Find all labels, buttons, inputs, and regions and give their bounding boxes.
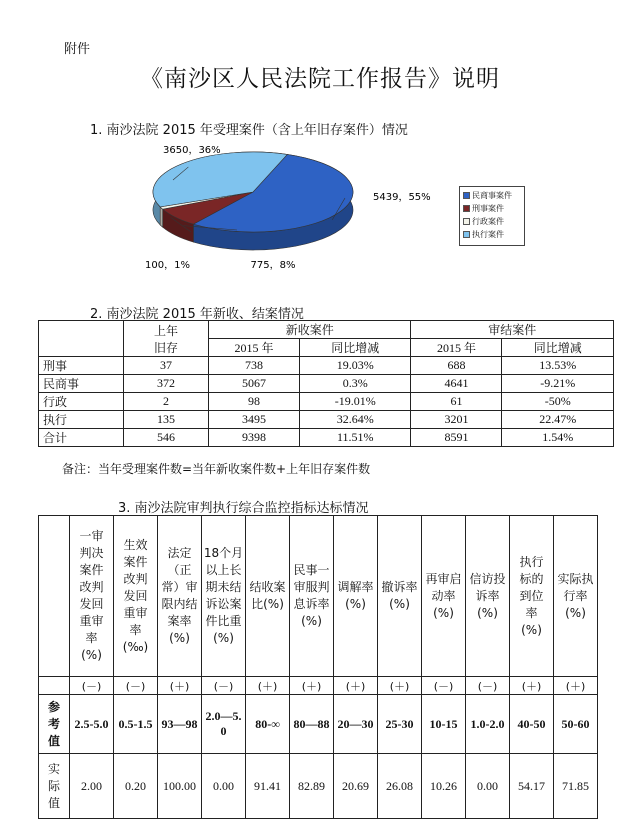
reference-value-cell: 1.0-2.0: [466, 695, 510, 754]
table-row: [39, 357, 614, 375]
reference-value-cell: 2.0—5.0: [202, 695, 246, 754]
legend-item: [463, 215, 521, 228]
column-header: 调解率(%): [334, 516, 378, 677]
reference-value-cell: 93—98: [158, 695, 202, 754]
actual-value-cell: 20.69: [334, 754, 378, 819]
legend-swatch: [463, 192, 470, 199]
direction-cell: (＋): [246, 677, 290, 695]
legend-swatch: [463, 205, 470, 212]
pie-chart: [145, 140, 455, 270]
cell-name: 合计: [39, 429, 124, 447]
actual-value-cell: 54.17: [510, 754, 554, 819]
column-header: 实际执行率(%): [554, 516, 598, 677]
cell-closed_change: -9.21%: [502, 375, 614, 393]
pie-data-label: 3650，36%: [163, 145, 221, 156]
cell-closed2015: 61: [411, 393, 502, 411]
column-header: 结收案比(%): [246, 516, 290, 677]
legend-label: 行政案件: [472, 217, 504, 226]
legend-label: 刑事案件: [472, 204, 504, 213]
section1-heading: 1. 南沙法院 2015 年受理案件（含上年旧存案件）情况: [90, 123, 408, 138]
cell-closed_change: -50%: [502, 393, 614, 411]
direction-cell: (－): [70, 677, 114, 695]
attachment-label: 附件: [64, 42, 91, 57]
actual-value-cell: 0.00: [466, 754, 510, 819]
header-change: 同比增减: [300, 339, 411, 357]
cell-new_change: -19.01%: [300, 393, 411, 411]
cell-new_change: 0.3%: [300, 375, 411, 393]
column-header: 法定（正常）审限内结案率(%): [158, 516, 202, 677]
pie-legend: [459, 186, 525, 246]
cell-name: 执行: [39, 411, 124, 429]
column-header: 18个月以上长期未结诉讼案件比重(%): [202, 516, 246, 677]
cell-new2015: 98: [209, 393, 300, 411]
legend-item: [463, 202, 521, 215]
cell-closed2015: 4641: [411, 375, 502, 393]
actual-value-cell: 0.20: [114, 754, 158, 819]
cell-name: 行政: [39, 393, 124, 411]
direction-cell: (－): [114, 677, 158, 695]
table-row: [39, 429, 614, 447]
reference-value-cell: 50-60: [554, 695, 598, 754]
row-label-actual: 实际值: [39, 754, 70, 819]
cell-closed2015: 3201: [411, 411, 502, 429]
cell-new_change: 32.64%: [300, 411, 411, 429]
header-year: 2015 年: [209, 339, 300, 357]
direction-cell: (＋): [158, 677, 202, 695]
cell-new_change: 11.51%: [300, 429, 411, 447]
table-row: [39, 411, 614, 429]
direction-cell: (－): [466, 677, 510, 695]
actual-value-cell: 71.85: [554, 754, 598, 819]
header-prev-stock: 上年旧存: [124, 321, 209, 357]
actual-value-cell: 100.00: [158, 754, 202, 819]
actual-value-cell: 82.89: [290, 754, 334, 819]
pie-data-label: 775，8%: [250, 260, 296, 270]
reference-value-cell: 25-30: [378, 695, 422, 754]
direction-cell: (＋): [334, 677, 378, 695]
cell-name: 刑事: [39, 357, 124, 375]
actual-value-cell: 10.26: [422, 754, 466, 819]
cell-prev: 135: [124, 411, 209, 429]
pie-data-label: 100，1%: [145, 260, 190, 270]
table-header-row: [39, 516, 598, 677]
actual-value-cell: 0.00: [202, 754, 246, 819]
reference-value-cell: 20—30: [334, 695, 378, 754]
cell-closed2015: 688: [411, 357, 502, 375]
pie-data-label: 5439，55%: [373, 192, 431, 203]
direction-cell: (＋): [378, 677, 422, 695]
direction-cell: (＋): [554, 677, 598, 695]
cell-prev: 37: [124, 357, 209, 375]
column-header: 民事一审服判息诉率(%): [290, 516, 334, 677]
reference-value-cell: 0.5-1.5: [114, 695, 158, 754]
reference-value-cell: 10-15: [422, 695, 466, 754]
reference-value-cell: 40-50: [510, 695, 554, 754]
cell-name: 民商事: [39, 375, 124, 393]
actual-value-cell: 26.08: [378, 754, 422, 819]
document-title: 《南沙区人民法院工作报告》说明: [140, 66, 500, 92]
column-header: 一审判决案件改判发回重审率(%): [70, 516, 114, 677]
direction-cell: (－): [422, 677, 466, 695]
direction-cell: (－): [202, 677, 246, 695]
table-row: [39, 677, 598, 695]
reference-value-cell: 80—88: [290, 695, 334, 754]
indicators-table: [38, 515, 598, 819]
direction-cell: (＋): [290, 677, 334, 695]
cell-prev: 372: [124, 375, 209, 393]
cell-closed_change: 22.47%: [502, 411, 614, 429]
table-row: [39, 393, 614, 411]
cell-closed_change: 1.54%: [502, 429, 614, 447]
table-row: [39, 754, 598, 819]
cell-new_change: 19.03%: [300, 357, 411, 375]
legend-label: 执行案件: [472, 230, 504, 239]
reference-value-cell: 80-∞: [246, 695, 290, 754]
cell-new2015: 5067: [209, 375, 300, 393]
reference-value-cell: 2.5-5.0: [70, 695, 114, 754]
legend-item: [463, 189, 521, 202]
column-header: 再审启动率(%): [422, 516, 466, 677]
cases-table: [38, 320, 614, 447]
pie-slice-side: [160, 207, 163, 227]
table-row: [39, 695, 598, 754]
table-header-row: [39, 321, 614, 339]
column-header: 生效案件改判发回重审率(‰): [114, 516, 158, 677]
direction-cell: (＋): [510, 677, 554, 695]
column-header: 信访投诉率(%): [466, 516, 510, 677]
cell-closed2015: 8591: [411, 429, 502, 447]
legend-label: 民商事案件: [472, 191, 512, 200]
cell-prev: 2: [124, 393, 209, 411]
table-row: [39, 375, 614, 393]
header-year: 2015 年: [411, 339, 502, 357]
row-label-reference: 参考值: [39, 695, 70, 754]
cell-new2015: 9398: [209, 429, 300, 447]
cell-closed_change: 13.53%: [502, 357, 614, 375]
legend-swatch: [463, 218, 470, 225]
section3-heading: 3. 南沙法院审判执行综合监控指标达标情况: [118, 501, 369, 516]
actual-value-cell: 91.41: [246, 754, 290, 819]
cell-new2015: 738: [209, 357, 300, 375]
header-change: 同比增减: [502, 339, 614, 357]
column-header: 撤诉率(%): [378, 516, 422, 677]
cell-new2015: 3495: [209, 411, 300, 429]
cell-prev: 546: [124, 429, 209, 447]
section2-heading: 2. 南沙法院 2015 年新收、结案情况: [90, 307, 304, 322]
table-note: 备注：当年受理案件数=当年新收案件数+上年旧存案件数: [62, 462, 371, 476]
column-header: 执行标的到位率(%): [510, 516, 554, 677]
actual-value-cell: 2.00: [70, 754, 114, 819]
legend-item: [463, 228, 521, 241]
header-closed-cases: 审结案件: [411, 321, 614, 339]
legend-swatch: [463, 231, 470, 238]
header-new-cases: 新收案件: [209, 321, 411, 339]
